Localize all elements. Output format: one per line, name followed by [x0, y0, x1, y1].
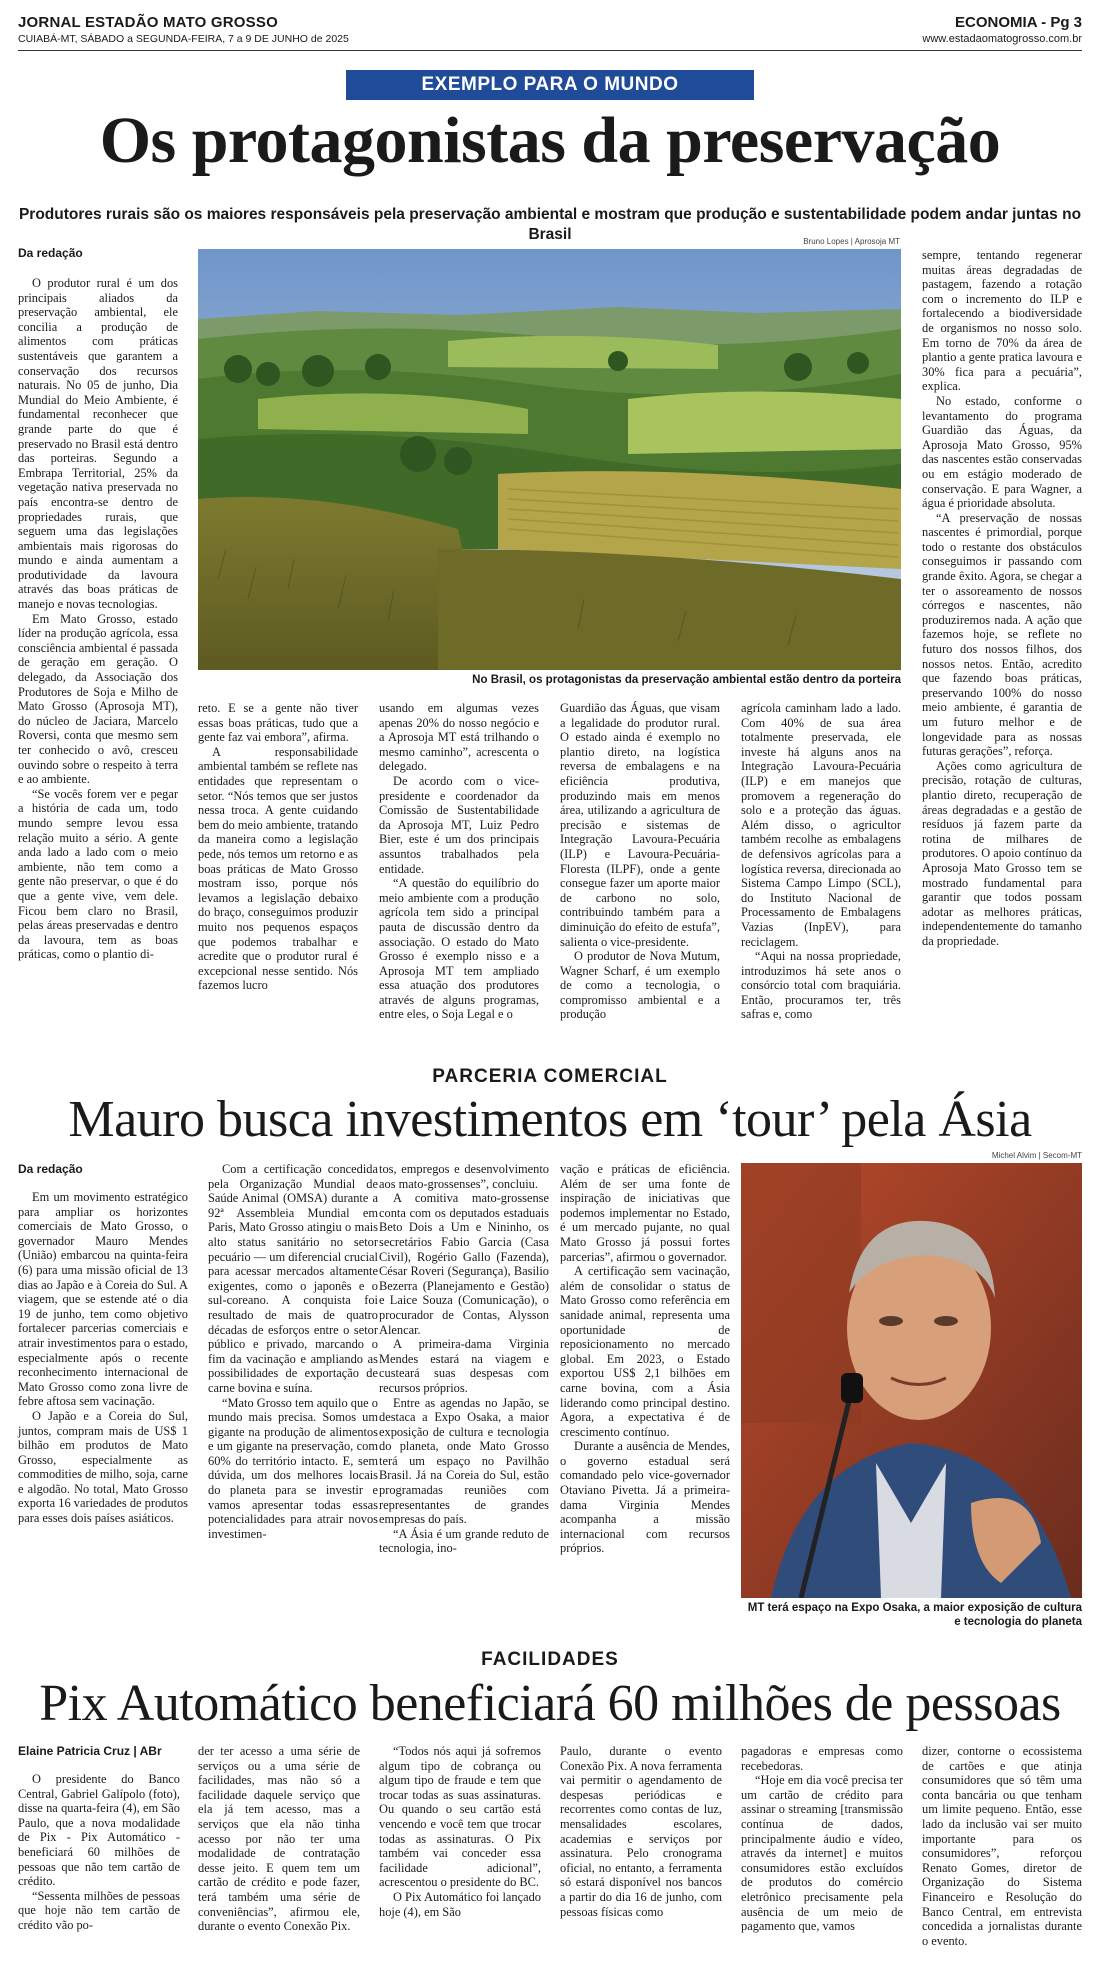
- article1-subhead: Produtores rurais são os maiores responsáveis pela preservação ambiental e mostram que produção e sustentabilidade podem andar juntas no Brasil: [18, 206, 1082, 243]
- article2-column-3: tos, empregos e desenvolvimento aos mato-grossenses”, concluiu. A comitiva mato-grossense conta com os deputados estaduais Beto Dois a Um e Nininho, os secretários Fabio Garcia (Casa Civil), Rogério Gallo (Fazenda), César Roveri (Segurança), Basilio Bezerra (Planejamento e Gestão) e Laice Souza (Comunicação), o procurador de Contas, Alysson Alencar. A primeira-dama Virginia Mendes estará na viagem e custeará suas despesas com recursos próprios. Entre as agendas no Japão, se destaca a Expo Osaka, a maior exposição de cultura e tecnologia do planeta, onde Mato Grosso terá um espaço no Pavilhão Brasil. Já na Coreia do Sul, estão programadas reuniões com representantes de grandes empresas do país. “A Ásia é um grande reduto de tecnologia, ino-: [379, 1162, 549, 1556]
- article1-photo-caption: No Brasil, os protagonistas da preservação ambiental estão dentro da porteira: [472, 674, 901, 686]
- article1-column-2: reto. E se a gente não tiver essas boas práticas, tudo que a gente faz vai embora”, afirma. A responsabilidade ambiental também se reflete nas entidades que representam o setor. “Nós temos que ser justos nessa troca. A gente cuidando bem do meio ambiente, tratando da maneira como a legislação pede, nós temos um retorno e as boas práticas de Mato Grosso mostram isso, porque nós levamos a legislação debaixo do braço, conseguimos produzir muito nos pequenos espaços que podemos trabalhar e acredite que o produtor rural é excepcional nesse sentido. Nós fazemos lucro: [198, 701, 358, 993]
- article2-column-2: Com a certificação concedida pela Organização Mundial de Saúde Animal (OMSA) durante a 92ª Assembleia Mundial em Paris, Mato Grosso atingiu o mais alto status sanitário no setor pecuário — um diferencial crucial para acessar mercados altamente exigentes, como o japonês e o sul-coreano. A conquista foi resultado de mais de quatro décadas de esforços entre o setor público e privado, marcando o fim da vacinação e ampliando as possibilidades de exportação de carne bovina e suína. “Mato Grosso tem aquilo que o mundo mais precisa. Somos um gigante na produção de alimentos e um gigante na preservação, com 60% do território intacto. E, sem dúvida, um dos melhores locais do planeta para se investir e vamos apresentar todas essas potencialidades para atrair novos investimen-: [208, 1162, 378, 1541]
- article3-byline: Elaine Patricia Cruz | ABr: [18, 1744, 162, 1758]
- farmland-landscape-photo: [198, 249, 901, 670]
- article3-column-1: O presidente do Banco Central, Gabriel Galípolo (foto), disse na quarta-feira (4), em São Paulo, que a nova modalidade de Pix - Pix Automático - beneficiará 60 milhões de pessoas que não tem cartão de crédito. “Sessenta milhões de pessoas que hoje não tem cartão de crédito vão po-: [18, 1772, 180, 1932]
- article3-column-4: Paulo, durante o evento Conexão Pix. A nova ferramenta vai permitir o agendamento de despesas periódicas e recorrentes como contas de luz, mensalidades escolares, academias e serviços por assinatura. Pelo cronograma oficial, no entanto, a ferramenta só estará disponível nos bancos a partir do dia 16 de junho, com pessoas físicas como: [560, 1744, 722, 1919]
- article2-byline: Da redação: [18, 1162, 83, 1176]
- article1-headline: Os protagonistas da preservação: [99, 104, 1001, 177]
- article3-column-6: dizer, contorne o ecossistema de cartões e que atinja consumidores que só têm uma conta bancária ou que tenham um limite pequeno. Então, esse lado da inclusão vai ser muito importante para os consumidores”, reforçou Renato Gomes, diretor de Organização do Sistema Financeiro e Resolução do Banco Central, em entrevista concedida a jornalistas durante o evento.: [922, 1744, 1082, 1948]
- page-header: [18, 12, 1082, 51]
- article2-kicker: PARCERIA COMERCIAL: [432, 1066, 668, 1087]
- article3-column-5: pagadoras e empresas como recebedoras. “Hoje em dia você precisa ter um cartão de crédito para assinar o streaming [transmissão contínua de dados, principalmente áudio e vídeo, através da internet] e muitos consumidores estão excluídos de produtos do comércio eletrônico precisamente pela ausência de um meio de pagamento que, vamos: [741, 1744, 903, 1934]
- article3-column-2: der ter acesso a uma série de serviços ou a uma série de facilidades, mas não só a facilidade daquele serviço que ela já tem acesso, mas a serviços que ela não tinha acesso por não ter uma modalidade de contratação desse jeito. E quem tem um cartão de crédito e pode fazer, terá também uma série de conveniências”, afirmou ele, durante o evento Conexão Pix.: [198, 1744, 360, 1934]
- governor-portrait-photo: [741, 1163, 1082, 1598]
- website-link[interactable]: www.estadaomatogrosso.com.br: [922, 33, 1082, 45]
- article2-headline: Mauro busca investimentos em ‘tour’ pela Ásia: [68, 1091, 1032, 1148]
- newspaper-name: JORNAL ESTADÃO MATO GROSSO: [18, 14, 278, 31]
- article2-column-4: vação e práticas de eficiência. Além de ser uma fonte de inspiração de iniciativas que podemos implementar no Estado, é um mercado pujante, no qual Mato Grosso já possui fortes parcerias”, afirmou o governador. A certificação sem vacinação, além de consolidar o status de Mato Grosso como referência em sanidade animal, representa uma oportunidade de reposicionamento no mercado global. Em 2023, o Estado exportou US$ 2,1 bilhões em carne bovina, com a Ásia liderando como principal destino. Agora, a expectativa é de crescimento contínuo. Durante a ausência de Mendes, o governo estadual será comandado pelo vice-governador Otaviano Pivetta. Já a primeira-dama Virginia Mendes acompanha a missão internacional com recursos próprios.: [560, 1162, 730, 1556]
- article1-column-1: O produtor rural é um dos principais aliados da preservação ambiental, ele concilia a produção de alimentos com práticas sustentáveis que garantem a conservação dos recursos naturais. No 05 de junho, Dia Mundial do Meio Ambiente, é fundamental reconhecer que grande parte do que é preservado no Brasil está dentro das porteiras. Segundo a Embrapa Territorial, 25% da vegetação nativa preservada no país encontra-se dentro de propriedades rurais, que seguem uma das legislações ambientais mais rigorosas do mundo e ainda aumentam a produtividade da lavoura através das boas práticas de manejo e novas tecnologias. Em Mato Grosso, estado líder na produção agrícola, essa consciência ambiental é passada de geração em geração. O delegado, da Associação dos Produtores de Soja e Milho de Mato Grosso (Aprosoja MT), do núcleo de Jaciara, Marcelo Roversi, conta que mesmo sem ter conhecido o avô, cresceu ouvindo sobre o respeito à terra e ao ambiente. “Se vocês forem ver e pegar a história de cada um, todo mundo sempre levou essa relação muito a sério. A gente anda lado a lado com o meio ambiente, não tem como a gente não preservar, o que é do que a gente vive, vem dele. Ficou bem claro no Brasil, pelas áreas preservadas e dentro da lavoura, tem as boas práticas, como o plantio di-: [18, 276, 178, 962]
- article2-photo-caption: MT terá espaço na Expo Osaka, a maior exposição de cultura e tecnologia do planeta: [747, 1602, 1082, 1628]
- article1-kicker: EXEMPLO PARA O MUNDO: [346, 70, 754, 100]
- article1-column-6: sempre, tentando regenerar muitas áreas degradadas de pastagem, fazendo a rotação com o incremento do ILP e fortalecendo a biodiversidade de organismos no nosso solo. Em torno de 70% da área de plantio a gente pratica lavoura e 30% fica para a pecuária”, explica. No estado, conforme o levantamento do programa Guardião das Águas, da Aprosoja Mato Grosso, 95% das nascentes estão conservadas ou em estágio moderado de conservação. E para Wagner, a água é prioridade absoluta. “A preservação de nossas nascentes é primordial, porque todo o restante dos obstáculos conseguimos ir passando com grande êxito. Agora, se chegar a ter o assoreamento de nossos córregos e nascentes, não produziremos nada. A ação que fazemos hoje, se reflete no futuro dos nossos filhos, dos nossos netos. Então, acredito que fazendo boas práticas, preservando 100% do nosso meio ambiente, é garantia de um futuro melhor e de longevidade para as nossas futuras gerações”, reforça. Ações como agricultura de precisão, rotação de culturas, plantio direto, recuperação de áreas degradadas e a gestão de resíduos já fazem parte da rotina de milhares de produtores. O apoio contínuo da Aprosoja Mato Grosso tem se mostrado fundamental para garantir que todos possam adotar as melhores práticas, independentemente do tamanho da propriedade.: [922, 248, 1083, 948]
- section-page: ECONOMIA - Pg 3: [955, 14, 1082, 31]
- article1-column-4: Guardião das Águas, que visam a legalidade do produtor rural. O estado ainda é exemplo no plantio direto, na logística reversa de embalagens e na eficiência produtiva, produzindo mais em menos área, utilizando a agricultura de precisão e sistemas de Integração Lavoura-Pecuária (ILP) e Lavoura-Pecuária-Floresta (ILPF), onde a gente consegue fazer um aporte maior de carbono no solo, contribuindo também para a diminuição do efeito de estufa”, salienta o vice-presidente. O produtor de Nova Mutum, Wagner Scharf, é um exemplo de como a tecnologia, o compromisso ambiental e a produção: [560, 701, 720, 1022]
- dateline: CUIABÁ-MT, SÁBADO a SEGUNDA-FEIRA, 7 a 9 DE JUNHO de 2025: [18, 33, 349, 45]
- article3-kicker: FACILIDADES: [481, 1649, 619, 1670]
- article2-column-1: Em um movimento estratégico para ampliar os horizontes comerciais de Mato Grosso, o governador Mauro Mendes (União) embarcou na quinta-feira (6) para uma missão oficial de 13 dias ao Japão e à Coreia do Sul. A viagem, que se estende até o dia 19 de junho, tem como objetivo fortalecer parcerias comerciais e atrair investimentos para o estado, especialmente após o recente reconhecimento internacional de Mato Grosso como zona livre de febre aftosa sem vacinação. O Japão e a Coreia do Sul, juntos, compram mais de US$ 1 bilhão em produtos de Mato Grosso, especialmente as commodities de milho, soja, carne e algodão. No total, Mato Grosso exporta 16 variedades de produtos para esses dois países asiáticos.: [18, 1190, 188, 1526]
- article3-headline: Pix Automático beneficiará 60 milhões de pessoas: [39, 1675, 1061, 1732]
- article3-column-3: “Todos nós aqui já sofremos algum tipo de cobrança ou algum tipo de fraude e tem que trocar todas as suas assinaturas. Ou quando o seu cartão está vencendo e você tem que trocar todas as assinaturas. O Pix também vai conceder essa facilidade adicional”, acrescentou o presidente do BC. O Pix Automático foi lançado hoje (4), em São: [379, 1744, 541, 1919]
- article1-byline: Da redação: [18, 246, 83, 260]
- article1-column-3: usando em algumas vezes apenas 20% do nosso negócio e a Aprosoja MT está trilhando o mesmo caminho”, acrescenta o delegado. De acordo com o vice-presidente e coordenador da Comissão de Sustentabilidade da Aprosoja MT, Luiz Pedro Bier, este é um dos principais assuntos trabalhados pela entidade. “A questão do equilíbrio do meio ambiente com a produção agrícola tem sido a principal pauta de discussão dentro da associação. O estado do Mato Grosso é exemplo nisso e a Aprosoja MT tem ampliado essa atuação dos produtores através de alguns programas, entre eles, o Soja Legal e o: [379, 701, 539, 1022]
- article1-column-5: agrícola caminham lado a lado. Com 40% de sua área totalmente preservada, ele investe há alguns anos na Integração Lavoura-Pecuária (ILP) e em manejos que promovem a regeneração do solo e a proteção das águas. Além disso, o agricultor também recolhe as embalagens de defensivos agrícolas para a logística reversa, direcionada ao Sistema Campo Limpo (SCL), do Instituto Nacional de Processamento de Embalagens Vazias (InpEV), para reciclagem. “Aqui na nossa propriedade, introduzimos há sete anos o consórcio total com braquiária. Então, procuramos ter, três safras e, como: [741, 701, 901, 1022]
